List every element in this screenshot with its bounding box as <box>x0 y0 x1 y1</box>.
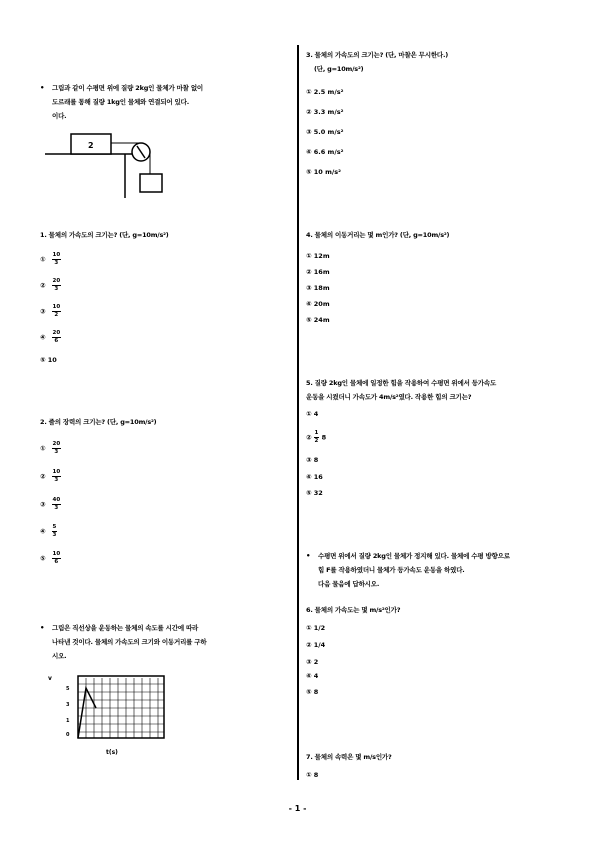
option-5[interactable]: ⑤ 10 m/s² <box>306 168 341 176</box>
text-line: 수평면 위에서 질량 2kg인 물체가 정지해 있다. 물체에 수평 방향으로 <box>318 552 510 560</box>
text-line: 그림은 직선상을 운동하는 물체의 속도를 시간에 따라 <box>52 624 199 632</box>
question-text <box>306 376 566 404</box>
option-1[interactable]: ① 8 <box>306 771 319 779</box>
option-4[interactable]: ④ $\frac{5}{3}$ <box>40 524 57 538</box>
question-text <box>52 81 292 123</box>
svg-text:0: 0 <box>66 732 70 738</box>
option-4[interactable]: ④ 20m <box>306 300 330 308</box>
option-1[interactable]: ① $\frac{10}{3}$ <box>40 252 61 266</box>
question-stem: 2. 줄의 장력의 크기는? (단, g=10m/s²) <box>40 418 157 426</box>
page-number: - 1 - <box>288 804 307 813</box>
graph-line <box>78 688 96 738</box>
question-stem: 7. 물체의 속력은 몇 m/s인가? <box>306 753 392 761</box>
question-text <box>52 621 292 663</box>
option-1[interactable]: ① 4 <box>306 410 319 418</box>
svg-text:1: 1 <box>66 718 70 724</box>
option-5[interactable]: ⑤ 24m <box>306 316 330 324</box>
velocity-time-graph <box>48 668 178 760</box>
question-bullet: • <box>40 84 45 92</box>
text-line: 이다. <box>52 112 67 120</box>
block-label: 2 <box>88 141 94 150</box>
option-3[interactable]: ③ 8 <box>306 456 319 464</box>
text-line: 나타낸 것이다. 물체의 가속도의 크기와 이동거리를 구하 <box>52 638 207 646</box>
option-1[interactable]: ① 2.5 m/s² <box>306 88 344 96</box>
pulley-diagram <box>45 126 175 198</box>
option-2[interactable]: ② $\frac{10}{3}$ <box>40 469 61 483</box>
option-5[interactable]: ⑤ $\frac{10}{6}$ <box>40 551 61 565</box>
text-line: (단, g=10m/s²) <box>314 65 364 73</box>
sub-question: 6. 물체의 가속도는 몇 m/s²인가? <box>306 606 401 614</box>
x-axis-label: t(s) <box>106 749 118 756</box>
option-2[interactable]: ② 3.3 m/s² <box>306 108 344 116</box>
question-text <box>318 549 568 591</box>
text-line: 도르래를 통해 질량 1kg인 물체와 연결되어 있다. <box>52 98 189 106</box>
column-divider <box>297 45 299 780</box>
option-1[interactable]: ① 1/2 <box>306 624 326 632</box>
question-stem: 1. 물체의 가속도의 크기는? (단, g=10m/s²) <box>40 231 169 239</box>
svg-text:3: 3 <box>66 702 70 708</box>
text-line: 힘 F를 작용하였더니 물체가 등가속도 운동을 하였다. <box>318 566 465 574</box>
option-5[interactable]: ⑤ 32 <box>306 489 323 497</box>
question-stem: 4. 물체의 이동거리는 몇 m인가? (단, g=10m/s²) <box>306 231 450 239</box>
svg-text:5: 5 <box>66 686 70 692</box>
text-line: 5. 질량 2kg인 물체에 일정한 힘을 작용하여 수평면 위에서 등가속도 <box>306 379 497 387</box>
option-5[interactable]: ⑤ 8 <box>306 688 319 696</box>
option-2[interactable]: ② 16m <box>306 268 330 276</box>
question-bullet: • <box>40 624 45 632</box>
option-4[interactable]: ④ 6.6 m/s² <box>306 148 344 156</box>
option-2[interactable]: ② $\frac{20}{3}$ <box>40 278 61 292</box>
text-line: 다음 물음에 답하시오. <box>318 580 380 588</box>
option-3[interactable]: ③ 2 <box>306 658 319 666</box>
question-text <box>306 48 566 76</box>
option-3[interactable]: ③ $\frac{40}{3}$ <box>40 497 61 511</box>
text-line: 시오. <box>52 652 67 660</box>
option-2[interactable]: ② $\frac{1}{2}$ 8 <box>306 430 327 444</box>
option-4[interactable]: ④ $\frac{20}{6}$ <box>40 330 61 344</box>
question-bullet: • <box>306 552 311 560</box>
option-2[interactable]: ② 1/4 <box>306 641 326 649</box>
y-axis-label: v <box>48 675 52 682</box>
option-3[interactable]: ③ 5.0 m/s² <box>306 128 344 136</box>
option-4[interactable]: ④ 4 <box>306 672 319 680</box>
option-3[interactable]: ③ 18m <box>306 284 330 292</box>
option-5[interactable]: ⑤ 10 <box>40 356 57 364</box>
text-line: 운동을 시켰더니 가속도가 4m/s²였다. 작용한 힘의 크기는? <box>306 393 472 401</box>
option-3[interactable]: ③ $\frac{10}{2}$ <box>40 304 61 318</box>
hanging-block <box>140 174 162 192</box>
text-line: 그림과 같이 수평면 위에 질량 2kg인 물체가 마찰 없이 <box>52 84 203 92</box>
option-4[interactable]: ④ 16 <box>306 473 323 481</box>
option-1[interactable]: ① $\frac{20}{3}$ <box>40 441 61 455</box>
text-line: 3. 물체의 가속도의 크기는? (단, 마찰은 무시한다.) <box>306 51 449 59</box>
option-1[interactable]: ① 12m <box>306 252 330 260</box>
